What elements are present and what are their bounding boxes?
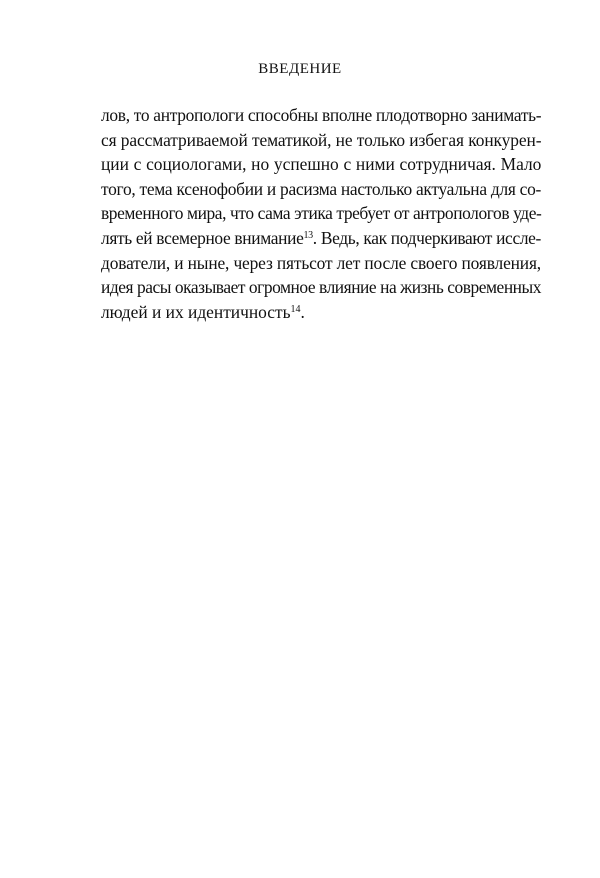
text-line: ся рассматриваемой тематикой, не только избегая конкурен- — [101, 129, 542, 150]
text-line: людей и их идентичность$^{14}$. — [101, 301, 305, 322]
text-line: лять ей всемерное внимание$^{13}$. Ведь, как подчеркивают иссле- — [101, 227, 541, 248]
running-head: ВВЕДЕНИЕ — [258, 61, 342, 77]
text-line: лов, то антропологи способны вполне плодотворно занимать- — [101, 105, 542, 125]
text-line: идея расы оказывает огромное влияние на жизнь современных — [101, 277, 541, 298]
footnote-ref[interactable]: 13 — [303, 229, 313, 241]
text-line: дователи, и ныне, через пятьсот лет после своего появления, — [101, 252, 541, 273]
text-line: ции с социологами, но успешно с ними сотрудничая. Мало — [101, 154, 542, 175]
body-paragraph — [101, 103, 541, 324]
text-line: того, тема ксенофобии и расизма настолько актуальна для со- — [101, 178, 542, 199]
text-line: временного мира, что сама этика требует от антропологов уде- — [101, 203, 542, 224]
footnote-ref[interactable]: 14 — [290, 303, 301, 315]
